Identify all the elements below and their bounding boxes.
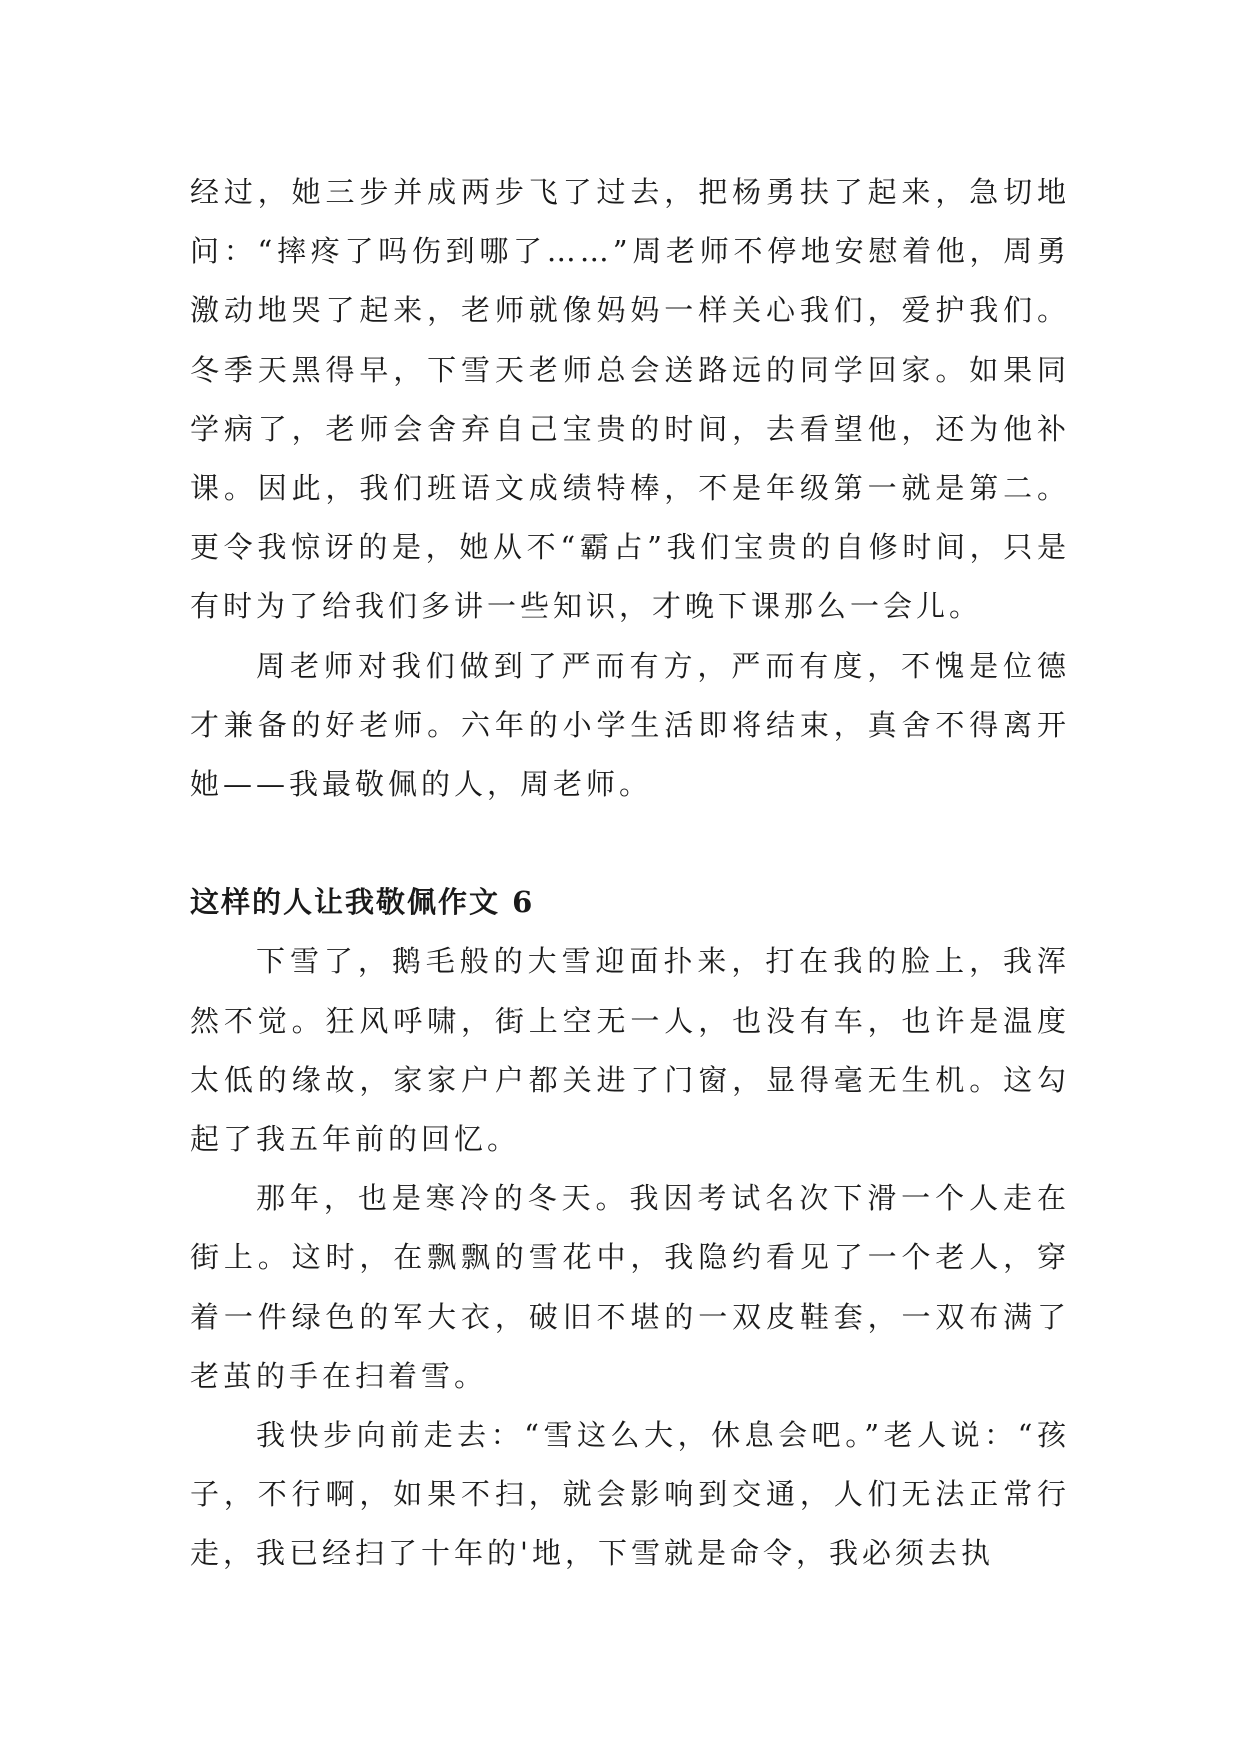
- section-title: 这样的人让我敬佩作文 6: [190, 885, 535, 920]
- paragraph-4: 那年，也是寒冷的冬天。我因考试名次下滑一个人走在街上。这时，在飘飘的雪花中，我隐约看见了一个老人，穿着一件绿色的军大衣，破旧不堪的一双皮鞋套，一双布满了老茧的手在扫着雪。: [190, 1181, 1070, 1393]
- paragraph-5: 我快步向前走去：“雪这么大，休息会吧。”老人说：“孩子，不行啊，如果不扫，就会影响到交通，人们无法正常行走，我已经扫了十年的'地，下雪就是命令，我必须去执: [190, 1418, 1070, 1571]
- paragraph-1: 经过，她三步并成两步飞了过去，把杨勇扶了起来，急切地问：“摔疼了吗伤到哪了……”周老师不停地安慰着他，周勇激动地哭了起来，老师就像妈妈一样关心我们，爱护我们。冬季天黑得早，下雪天老师总会送路远的同学回家。如果同学病了，老师会舍弃自己宝贵的时间，去看望他，还为他补课。因此，我们班语文成绩特棒，不是年级第一就是第二。更令我惊讶的是，她从不“霸占”我们宝贵的自修时间，只是有时为了给我们多讲一些知识，才晚下课那么一会儿。: [190, 175, 1070, 624]
- paragraph-3: 下雪了，鹅毛般的大雪迎面扑来，打在我的脸上，我浑然不觉。狂风呼啸，街上空无一人，也没有车，也许是温度太低的缘故，家家户户都关进了门窗，显得毫无生机。这勾起了我五年前的回忆。: [190, 944, 1070, 1157]
- paragraph-2: 周老师对我们做到了严而有方，严而有度，不愧是位德才兼备的好老师。六年的小学生活即将结束，真舍不得离开她——我最敬佩的人，周老师。: [190, 648, 1070, 802]
- document-page: [190, 163, 1070, 1584]
